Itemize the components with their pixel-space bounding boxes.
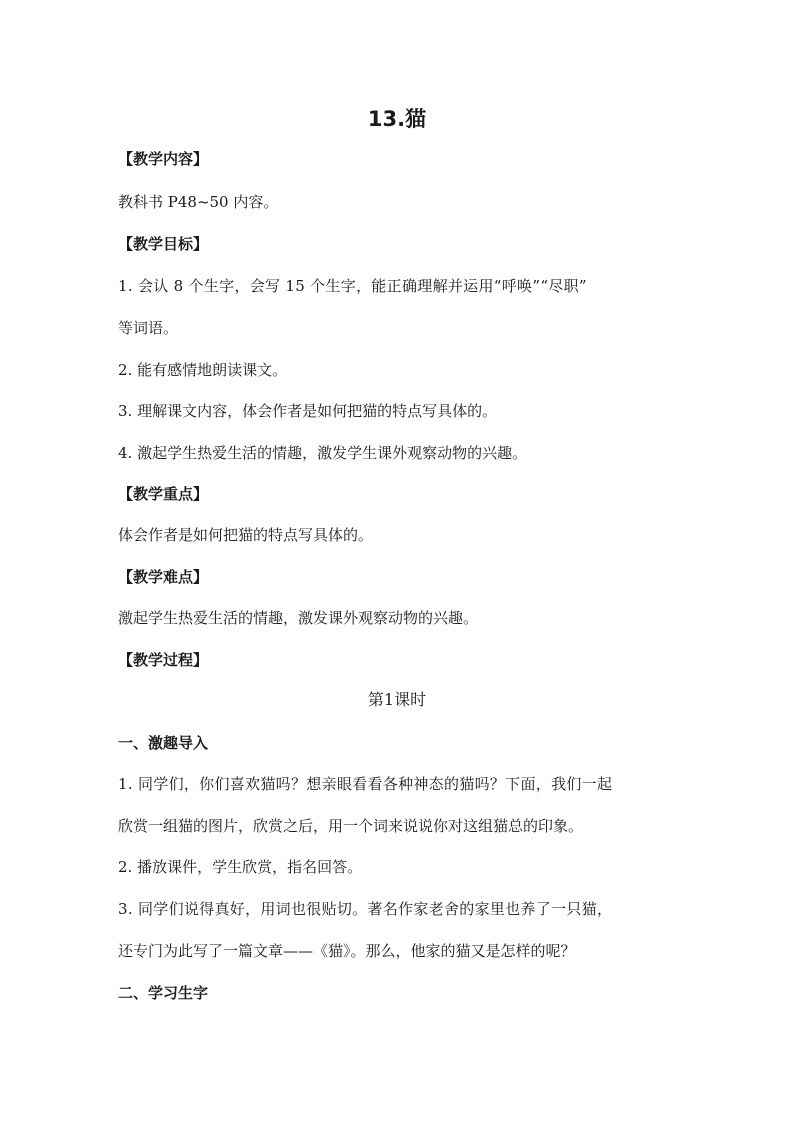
content-text: 教科书 P48~50 内容。: [118, 193, 279, 211]
part2-heading: 二、学习生字: [118, 984, 209, 1002]
difficulty-heading: 【教学难点】: [118, 568, 209, 586]
key-heading: 【教学重点】: [118, 485, 209, 503]
goal-line: 3. 理解课文内容，体会作者是如何把猫的特点写具体的。: [118, 402, 498, 420]
difficulty-text: 激起学生热爱生活的情趣，激发课外观察动物的兴趣。: [118, 609, 479, 627]
goals-heading: 【教学目标】: [118, 235, 209, 253]
document-title: 13.猫: [367, 107, 427, 131]
part1-line: 还专门为此写了一篇文章——《猫》。那么，他家的猫又是怎样的呢？: [118, 942, 576, 960]
goal-line: 2. 能有感情地朗读课文。: [118, 361, 288, 379]
part1-line: 3. 同学们说得真好，用词也很贴切。著名作家老舍的家里也养了一只猫，: [118, 900, 613, 918]
part1-heading: 一、激趣导入: [118, 734, 209, 752]
goal-line: 4. 激起学生热爱生活的情趣，激发学生课外观察动物的兴趣。: [118, 444, 528, 462]
lesson-label: 第1课时: [367, 690, 427, 709]
part1-line: 2. 播放课件，学生欣赏，指名回答。: [118, 858, 363, 876]
content-heading: 【教学内容】: [118, 150, 209, 168]
key-text: 体会作者是如何把猫的特点写具体的。: [118, 526, 374, 544]
part1-line: 1. 同学们，你们喜欢猫吗？想亲眼看看各种神态的猫吗？下面，我们一起: [118, 775, 613, 793]
process-heading: 【教学过程】: [118, 651, 209, 669]
goal-line: 等词语。: [118, 319, 179, 337]
part1-line: 欣赏一组猫的图片，欣赏之后，用一个词来说说你对这组猫总的印象。: [118, 817, 584, 835]
goal-line: 1. 会认 8 个生字，会写 15 个生字，能正确理解并运用“呼唤”“尽职”: [118, 277, 587, 295]
